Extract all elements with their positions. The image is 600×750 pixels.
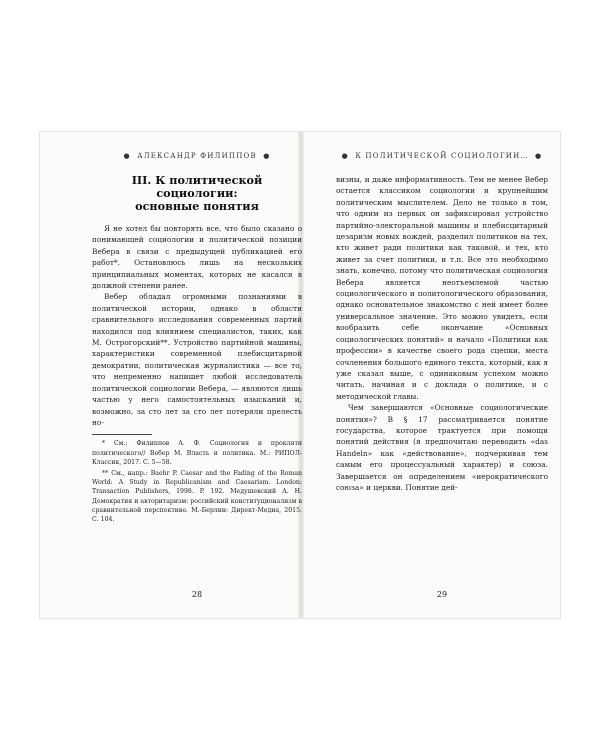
- paragraph: Чем завершаются «Основные социологические понятия»? В § 17 рассматривается понятие государства, которое трактуется при помощи понятий действия (я предпочитаю переводить «das Handeln» как «действование», подчеркивая тем самым его процессуальный характер) и союза. Завершается он определением «иерократического союза» и церкви. Понятие дей-: [336, 403, 548, 492]
- page-number-right: 29: [436, 590, 448, 599]
- right-running-head: [336, 152, 548, 160]
- page-number-left: 28: [191, 590, 203, 599]
- paragraph: Я не хотел бы повторять все, что было сказано о понимающей социологии и политической позиции Вебера в связи с предыдущей публикацией его работ*. Остановлюсь лишь на нескольких принципиальных моментах, которых не касался в должной степени ранее.: [92, 224, 302, 291]
- footnote: ** См., напр.: Baehr P. Caesar and the Fading of the Roman World: A Study in Republicanism and Caesarism. London: Transaction Publishers, 1998. P. 192. Медушевский А. Н. Демократия и авторитаризм: российский конституционализм в сравнительной перспективе. М.-Берлин: Директ-Медиа, 2015. С. 104.: [92, 469, 302, 523]
- left-running-head: [92, 152, 302, 160]
- bullet-icon: ●: [341, 152, 349, 160]
- bullet-icon: ●: [263, 152, 271, 160]
- bullet-icon: ●: [535, 152, 543, 160]
- chapter-heading-line1: III. К политической социологии:: [131, 173, 263, 200]
- right-page: [336, 152, 548, 599]
- chapter-heading-line2: основные понятия: [135, 199, 259, 213]
- paragraph: визны, и даже информативность. Тем не менее Вебер остается классиком социологии и крупнейшим политическим мыслителем. Дело не только в том, что одним из первых он зафиксировал устройство партийно-электоральной машины и плебисцитарный цезаризм новых вождей, разделил политиков на тех, кто живет ради политики как таковой, и тех, кто живет за счет политики, и т.п. Все это необходимо знать, конечно, потому что политическая социология Вебера является неотъемлемой частью социологического и политологического образования, однако основательное знакомство с ней имеет более универсальное значение. Это можно увидеть, если вообразить себе окончание «Основных социологических понятий» и начало «Политики как профессии» в качестве своего рода сцепки, места сочленения большого единого текста, который, как я уже сказал выше, с одинаковым успехом можно читать, начиная и с доклада о политике, и с методической главы.: [336, 175, 548, 401]
- chapter-heading: [92, 174, 302, 213]
- footnote: * См.: Филиппов А. Ф. Социология и прокляти политического// Вебер М. Власть и политика. М.: РИПОЛ-Классик, 2017. С. 5—58.: [92, 440, 302, 466]
- bullet-icon: ●: [123, 152, 131, 160]
- footnote-divider: [92, 434, 152, 435]
- left-running-head-text: АЛЕКСАНДР ФИЛИППОВ: [137, 152, 257, 160]
- left-page: [92, 152, 302, 599]
- paragraph: Вебер обладал огромными познаниями в политической истории, однако в области сравнительного исследования современных партий находился под влиянием специалистов, таких, как М. Острогорский**. Устройство партийной машины, характеристики современной плебисцитарной демократии, политическая журналистика — все то, что непременно напишет любой исследователь политической социологии Вебера, — являются лишь частью у него самостоятельных изысканий и, возможно, за сто лет за сто лет потеряли прелесть но-: [92, 292, 302, 427]
- book-spread: [40, 132, 560, 618]
- right-running-head-text: К ПОЛИТИЧЕСКОЙ СОЦИОЛОГИИ…: [355, 152, 529, 160]
